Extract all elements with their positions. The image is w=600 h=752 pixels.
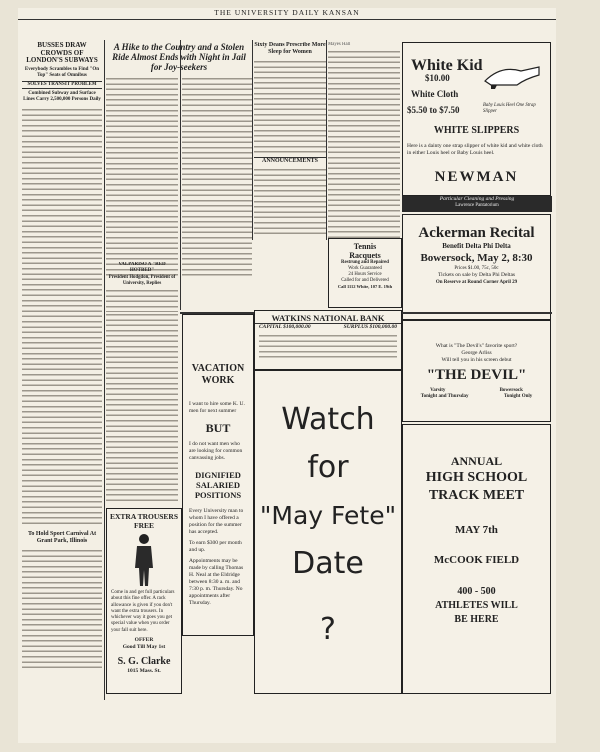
bar-text: Particular Cleaning and Pressing xyxy=(439,196,515,202)
article-text xyxy=(22,107,102,527)
bank-officers xyxy=(259,333,397,361)
bank-name: WATKINS NATIONAL BANK xyxy=(255,313,401,324)
tennis-title: Tennis xyxy=(353,242,377,251)
slippers-ad xyxy=(402,42,551,196)
trousers-heading: EXTRA TROUSERS FREE xyxy=(109,512,178,530)
tennis-line: Called for and Delivered xyxy=(341,278,389,283)
article-text xyxy=(254,167,326,237)
column-2-lower xyxy=(106,312,178,506)
tennis-line: 24 Hours Service xyxy=(348,272,382,277)
track-field: McCOOK FIELD xyxy=(433,554,520,566)
column-2-sub xyxy=(106,262,178,312)
recital-title: Ackerman Recital xyxy=(418,225,535,241)
watch-line: Date xyxy=(292,546,364,581)
masthead xyxy=(18,8,556,20)
recital-place: Bowersock, May 2, 8:30 xyxy=(420,252,533,264)
track-meet-ad xyxy=(402,424,551,694)
article-text: Mayes Hall xyxy=(328,42,351,47)
slippers-desc: Here is a dainty one strap slipper of white kid and white cloth in either Louis heel or Baby Louis heel. xyxy=(407,143,543,156)
recital-tickets: Tickets on sale by Delta Phi Deltas xyxy=(437,272,516,278)
column-rule xyxy=(252,40,253,240)
white-cloth-label: White Cloth xyxy=(411,89,459,99)
track-line: ANNUAL xyxy=(450,454,503,468)
subhead: VALPARISO A "RED HOTBED" xyxy=(118,262,166,273)
slipper-note: Baby Louis Heel One Strap Slipper xyxy=(483,103,536,114)
headline: Sixty Deans Prescribe More Sleep for Women xyxy=(254,42,326,55)
vacation-text: To earn $300 per month and up. xyxy=(189,540,242,553)
bank-capital: CAPITAL $100,000.00 xyxy=(259,324,311,330)
headline: BUSSES DRAW CROWDS OF LONDON'S SUBWAYS xyxy=(26,42,98,64)
article-text xyxy=(182,76,252,276)
showtimes: Tonight and Thursday xyxy=(420,394,469,399)
column-3 xyxy=(254,42,326,242)
watch-line: ? xyxy=(320,612,336,647)
headline: To Hold Sport Carnival At Grant Park, Illinois xyxy=(27,530,97,544)
slipper-icon xyxy=(481,57,543,89)
track-line: HIGH SCHOOL xyxy=(425,470,528,485)
vacation-heading: DIGNIFIED xyxy=(195,470,241,480)
recital-prices: Prices $1.00, 75c, 50c xyxy=(454,266,499,271)
track-line: TRACK MEET xyxy=(428,488,525,503)
vacation-text: Every University man to whom I have offered a position for the summer has accepted. xyxy=(189,508,244,535)
vacation-heading: SALARIED xyxy=(196,480,240,490)
trousers-name: S. G. Clarke xyxy=(117,656,171,668)
trousers-good: Good Till May 1st xyxy=(122,644,166,651)
section-heading: ANNOUNCEMENTS xyxy=(254,157,326,165)
trousers-ad xyxy=(106,508,182,694)
track-count: 400 - 500 xyxy=(457,586,496,597)
track-here: BE HERE xyxy=(454,614,499,625)
store-name: NEWMAN xyxy=(434,169,519,185)
vacation-heading: POSITIONS xyxy=(194,490,242,500)
article-text xyxy=(328,49,400,239)
column-rule xyxy=(104,40,105,700)
showtimes: Tonight Only xyxy=(503,394,533,399)
vacation-text: Appointments may be made by calling Thomas H. Neal at the Eldridge between 8:30 a. m. and 7:30 p. m. Thursday. No appointments after Thursday. xyxy=(189,558,244,606)
article-text xyxy=(106,288,178,312)
recital-sub: Benefit Delta Phi Delta xyxy=(442,242,511,250)
column-4 xyxy=(328,42,400,242)
vacation-ad xyxy=(182,314,254,636)
theater-bowersock: Bowersock xyxy=(499,388,523,393)
column-rule xyxy=(326,40,327,240)
vacation-text: I do not want men who are looking for common canvassing jobs. xyxy=(189,441,243,461)
column-1 xyxy=(22,42,102,692)
devil-ad xyxy=(402,320,551,422)
bank-surplus: SURPLUS $100,000.00 xyxy=(343,324,397,330)
price: $10.00 xyxy=(425,73,450,83)
trousers-offer: OFFER xyxy=(134,637,154,644)
track-athletes: ATHLETES WILL xyxy=(435,600,518,611)
tennis-title: Racquets xyxy=(349,251,381,260)
price: $5.50 to $7.50 xyxy=(407,105,460,115)
vacation-text: I want to hire some K. U. men for next summer xyxy=(189,401,245,414)
vacation-title: VACATION xyxy=(191,363,245,374)
devil-actor: George Arliss xyxy=(461,350,492,356)
tennis-ad xyxy=(328,238,402,308)
theater-varsity: Varsity xyxy=(430,388,446,393)
subhead: President Hodgdon, President of University, Replies xyxy=(108,275,176,286)
watch-line: "May Fete" xyxy=(259,501,397,530)
subhead: Everybody Scrambles to Find "On Top" Seats of Omnibus xyxy=(24,66,100,78)
article-text xyxy=(22,548,102,668)
devil-question: What is "The Devil's" favorite sport? xyxy=(435,343,518,349)
pantatorium-bar xyxy=(402,196,552,212)
bar-text: Lawrence Pantatorium xyxy=(455,203,499,208)
masthead-title: THE UNIVERSITY DAILY KANSAN xyxy=(214,8,360,17)
article-text xyxy=(106,312,178,502)
vacation-title: WORK xyxy=(201,375,235,386)
recital-reserve: On Reserve at Round Corner April 29 xyxy=(435,280,518,285)
tennis-line: Work Guaranteed xyxy=(348,266,382,271)
article-text xyxy=(254,59,326,154)
recital-ad xyxy=(402,214,551,320)
tennis-line: Call 1112 White, 107 E. 19th xyxy=(337,284,393,289)
man-figure-icon xyxy=(129,532,159,588)
devil-title: "THE DEVIL" xyxy=(426,367,527,383)
vacation-but: BUT xyxy=(205,421,231,435)
watch-line: Watch xyxy=(281,402,375,437)
watch-line: for xyxy=(307,450,349,485)
headline: A Hike to the Country and a Stolen Ride Almost Ends with Night in Jail for Joy-seekers xyxy=(112,42,246,72)
trousers-text: Come in and get full particulars about this fine offer. A rack allowance is given if you don't want the extra trousers. In whichever way it goes you get special value when you order your fall suit here. xyxy=(111,590,175,633)
tennis-line: Restrung and Repaired xyxy=(341,260,389,265)
white-kid-label: White Kid xyxy=(411,57,483,74)
subhead: Combined Subway and Surface Lines Carry 2,500,000 Persons Daily xyxy=(23,90,101,102)
bank-ad xyxy=(254,310,402,370)
may-fete-ad xyxy=(254,370,402,694)
subhead: SOLVES TRANSIT PROBLEM xyxy=(22,81,102,89)
trousers-addr: 1015 Mass. St. xyxy=(127,668,161,675)
slippers-heading: WHITE SLIPPERS xyxy=(433,125,520,136)
track-date: MAY 7th xyxy=(455,524,498,536)
devil-tell: Will tell you in his screen debut xyxy=(441,357,512,363)
article-text xyxy=(106,76,178,276)
